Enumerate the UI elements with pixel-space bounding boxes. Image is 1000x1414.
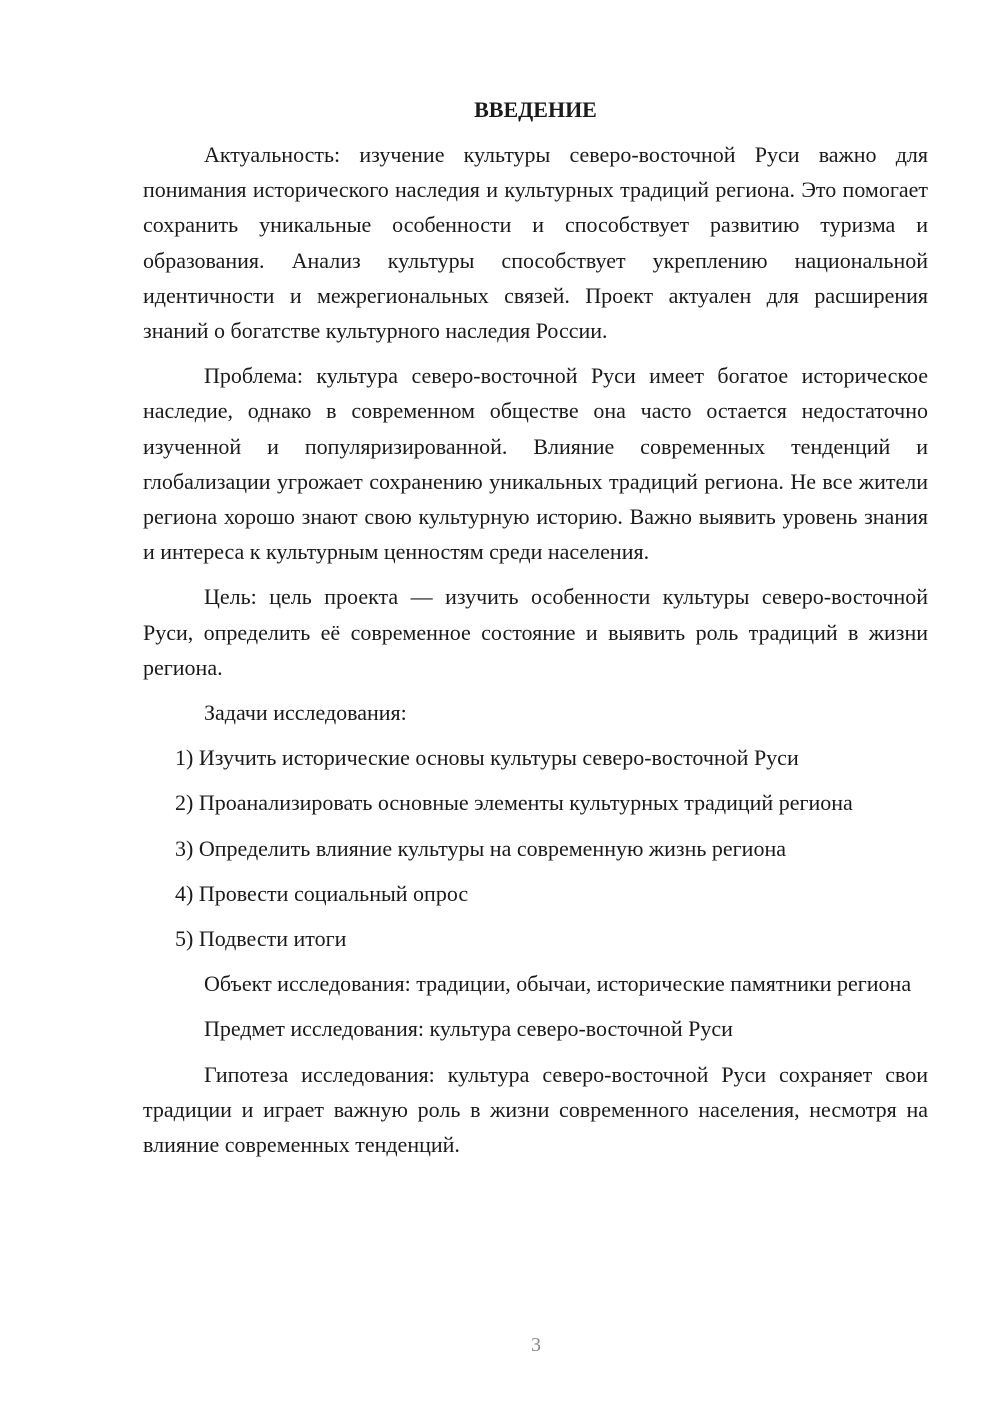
task-item-4: 4) Провести социальный опрос	[175, 880, 469, 906]
goal-paragraph: Цель: цель проекта — изучить особенности культуры северо-восточной Руси, определить её современное состояние и выявить роль традиций в жизни региона.	[143, 584, 928, 680]
document-page	[143, 92, 928, 1172]
page-number: 3	[531, 1334, 541, 1356]
task-item-2: 2) Проанализировать основные элементы культурных традиций региона	[175, 790, 853, 816]
hypothesis-paragraph: Гипотеза исследования: культура северо-восточной Руси сохраняет свои традиции и играет важную роль в жизни современного населения, несмотря на влияние современных тенденций.	[143, 1061, 928, 1158]
relevance-paragraph: Актуальность: изучение культуры северо-восточной Руси важно для понимания исторического наследия и культурных традиций региона. Это помогает сохранить уникальные особенности и способствует развитию туризма и образования. Анализ культуры способствует укреплению национальной идентичности и межрегиональных связей. Проект актуален для расширения знаний о богатстве культурного наследия России.	[143, 142, 928, 344]
tasks-heading: Задачи исследования:	[204, 700, 407, 726]
object-paragraph: Объект исследования: традиции, обычаи, исторические памятники региона	[204, 971, 912, 997]
task-item-5: 5) Подвести итоги	[175, 926, 347, 952]
page-title: ВВЕДЕНИЕ	[474, 97, 597, 122]
problem-paragraph: Проблема: культура северо-восточной Руси имеет богатое историческое наследие, однако в современном обществе она часто остается недостаточно изученной и популяризированной. Влияние современных тенденций и глобализации угрожает сохранению уникальных традиций региона. Не все жители региона хорошо знают свою культурную историю. Важно выявить уровень знания и интереса к культурным ценностям среди населения.	[143, 363, 928, 565]
subject-paragraph: Предмет исследования: культура северо-восточной Руси	[204, 1016, 733, 1042]
task-item-3: 3) Определить влияние культуры на современную жизнь региона	[175, 835, 786, 861]
task-item-1: 1) Изучить исторические основы культуры северо-восточной Руси	[175, 745, 799, 771]
